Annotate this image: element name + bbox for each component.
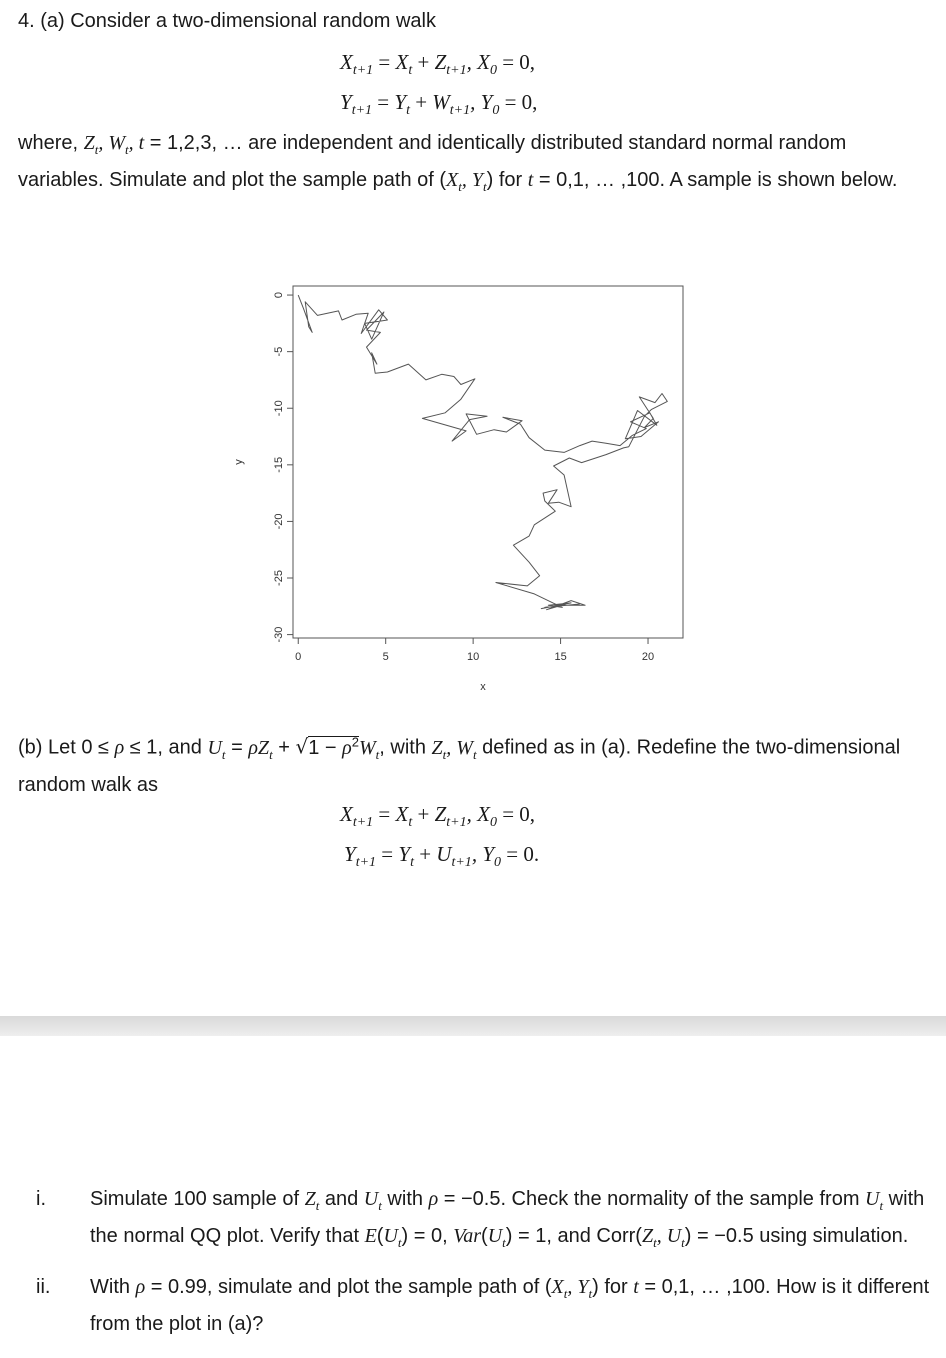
y-tick-label: -25	[272, 570, 285, 586]
x-tick-label: 15	[554, 651, 567, 663]
equation-a-y: $Y_{t+1} = Y_t + W_{t+1}$, $Y_0 = 0$,	[340, 90, 538, 119]
list-text-ii: With ρ = 0.99, simulate and plot the sample path of ($X_t$, $Y_t$) for t = 0,1, … ,100. How is it different from the plot in (a)?	[90, 1276, 930, 1335]
walk-path-line	[298, 295, 667, 610]
equation-b-x: $X_{t+1} = X_t + Z_{t+1}$, $X_0 = 0$,	[340, 802, 536, 831]
plot-frame	[293, 286, 683, 638]
x-axis	[295, 638, 654, 663]
part-b-text: (b) Let 0 ≤ ρ ≤ 1, and $U_t = \rho Z_t + √1 - \rho^2W_t$, with $Z_t$, $W_t$ defined as in (a). Redefine the two-dimensional random walk as	[18, 734, 901, 796]
x-tick-label: 20	[641, 651, 655, 663]
walk-path	[298, 295, 667, 610]
random-walk-plot	[220, 272, 700, 702]
y-tick-label: -5	[272, 346, 285, 357]
list-text-i: Simulate 100 sample of $Z_t$ and $U_t$ with ρ = −0.5. Check the normality of the sample from $U_t$ with the normal QQ plot. Verify that $E(U_t) = 0$, $Var(U_t) = 1$, and $Corr(Z_t$, $U_t) = -0.5$ using simulation.	[90, 1188, 925, 1250]
part-a-heading: 4. (a) Consider a two-dimensional random walk	[18, 10, 436, 32]
y-tick-label: -20	[272, 513, 285, 530]
y-tick-label: -10	[272, 400, 285, 417]
equation-a-x: $X_{t+1} = X_t + Z_{t+1}$, $X_0 = 0$,	[340, 50, 536, 79]
page-divider	[0, 1016, 946, 1036]
x-tick-label: 0	[295, 651, 302, 663]
part-a-text: where, $Z_t$, $W_t$, t = 1,2,3, … are independent and identically distributed standard normal random variables. Simulate and plot the sample path of ($X_t$, $Y_t$) for t = 0,1, … ,100. A sample is shown below.	[18, 132, 898, 194]
list-item-i	[36, 1184, 936, 1274]
list-marker-ii: ii.	[36, 1276, 51, 1298]
y-tick-label: -30	[272, 626, 285, 643]
x-tick-label: 10	[467, 651, 480, 663]
y-tick-label: 0	[272, 291, 285, 299]
list-marker-i: i.	[36, 1188, 46, 1210]
x-tick-label: 5	[382, 651, 389, 663]
equation-b-y: $Y_{t+1} = Y_t + U_{t+1}$, $Y_0 = 0$.	[344, 842, 540, 871]
y-axis-label: y	[233, 459, 245, 465]
list-item-ii	[36, 1272, 936, 1335]
y-tick-label: -15	[272, 456, 285, 473]
x-axis-label: x	[480, 681, 486, 693]
y-axis	[273, 292, 293, 643]
